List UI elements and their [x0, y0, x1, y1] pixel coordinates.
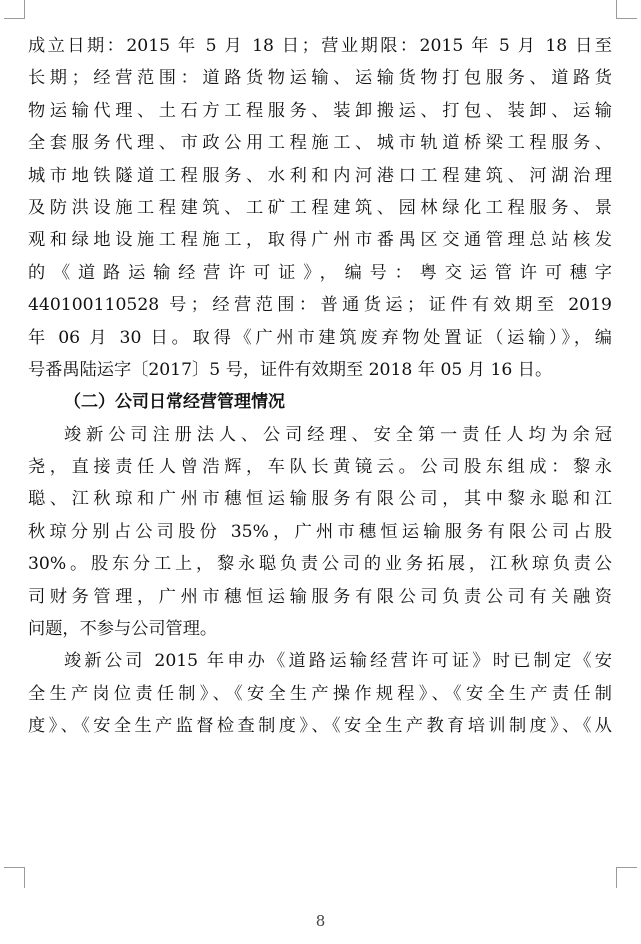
page-number: 8 — [315, 912, 326, 930]
text-line: 号番禺陆运字〔2017〕5 号，证件有效期至 2018 年 05 月 16 日。 — [28, 359, 553, 380]
text-line: 秋琼分别占公司股份 35%，广州市穗恒运输服务有限公司占股 — [28, 521, 612, 542]
text-line: 长期；经营范围：道路货物运输、运输货物打包服务、道路货 — [28, 68, 612, 89]
paragraph-safety-rules — [28, 645, 612, 742]
text-line: 全套服务代理、市政公用工程施工、城市轨道桥梁工程服务、 — [28, 133, 612, 154]
text-line: 问题，不参与公司管理。 — [28, 619, 218, 640]
text-line: 竣新公司 2015 年申办《道路运输经营许可证》时已制定《安 — [64, 651, 612, 672]
text-line: 司财务管理，广州市穗恒运输服务有限公司负责公司有关融资 — [28, 586, 612, 607]
paragraph-company-registration — [28, 30, 612, 386]
text-line: 竣新公司注册法人、公司经理、安全第一责任人均为余冠 — [64, 424, 612, 445]
text-line: 观和绿地设施工程施工，取得广州市番禺区交通管理总站核发 — [28, 230, 612, 251]
body-text — [28, 30, 612, 743]
text-line: 度》、《安全生产监督检查制度》、《安全生产教育培训制度》、《从 — [28, 716, 612, 737]
text-line: 尧，直接责任人曾浩辉，车队长黄镜云。公司股东组成：黎永 — [28, 457, 612, 478]
text-line: 30%。股东分工上，黎永聪负责公司的业务拓展，江秋琼负责公 — [28, 554, 612, 575]
crop-mark-top-right — [616, 0, 637, 19]
text-line: 全生产岗位责任制》、《安全生产操作规程》、《安全生产责任制 — [28, 683, 612, 704]
text-line: 城市地铁隧道工程服务、水利和内河港口工程建筑、河湖治理 — [28, 165, 612, 186]
text-line: 的《道路运输经营许可证》，编号：粤交运管许可穗字 — [28, 262, 612, 283]
crop-mark-bottom-right — [616, 867, 637, 888]
text-line: 440100110528 号；经营范围：普通货运；证件有效期至 2019 — [28, 295, 612, 316]
text-line: 物运输代理、土石方工程服务、装卸搬运、打包、装卸、运输 — [28, 100, 612, 121]
paragraph-daily-management — [28, 419, 612, 646]
crop-mark-top-left — [4, 0, 25, 19]
text-line: 年 06 月 30 日。取得《广州市建筑废弃物处置证（运输）》，编 — [28, 327, 612, 348]
crop-mark-bottom-left — [4, 867, 25, 888]
text-line: 成立日期：2015 年 5 月 18 日；营业期限：2015 年 5 月 18 日至 — [28, 36, 612, 56]
text-line: 及防洪设施工程建筑、工矿工程建筑、园林绿化工程服务、景 — [28, 197, 612, 218]
text-line: 聪、江秋琼和广州市穗恒运输服务有限公司，其中黎永聪和江 — [28, 489, 612, 510]
section-heading: （二）公司日常经营管理情况 — [64, 392, 285, 413]
